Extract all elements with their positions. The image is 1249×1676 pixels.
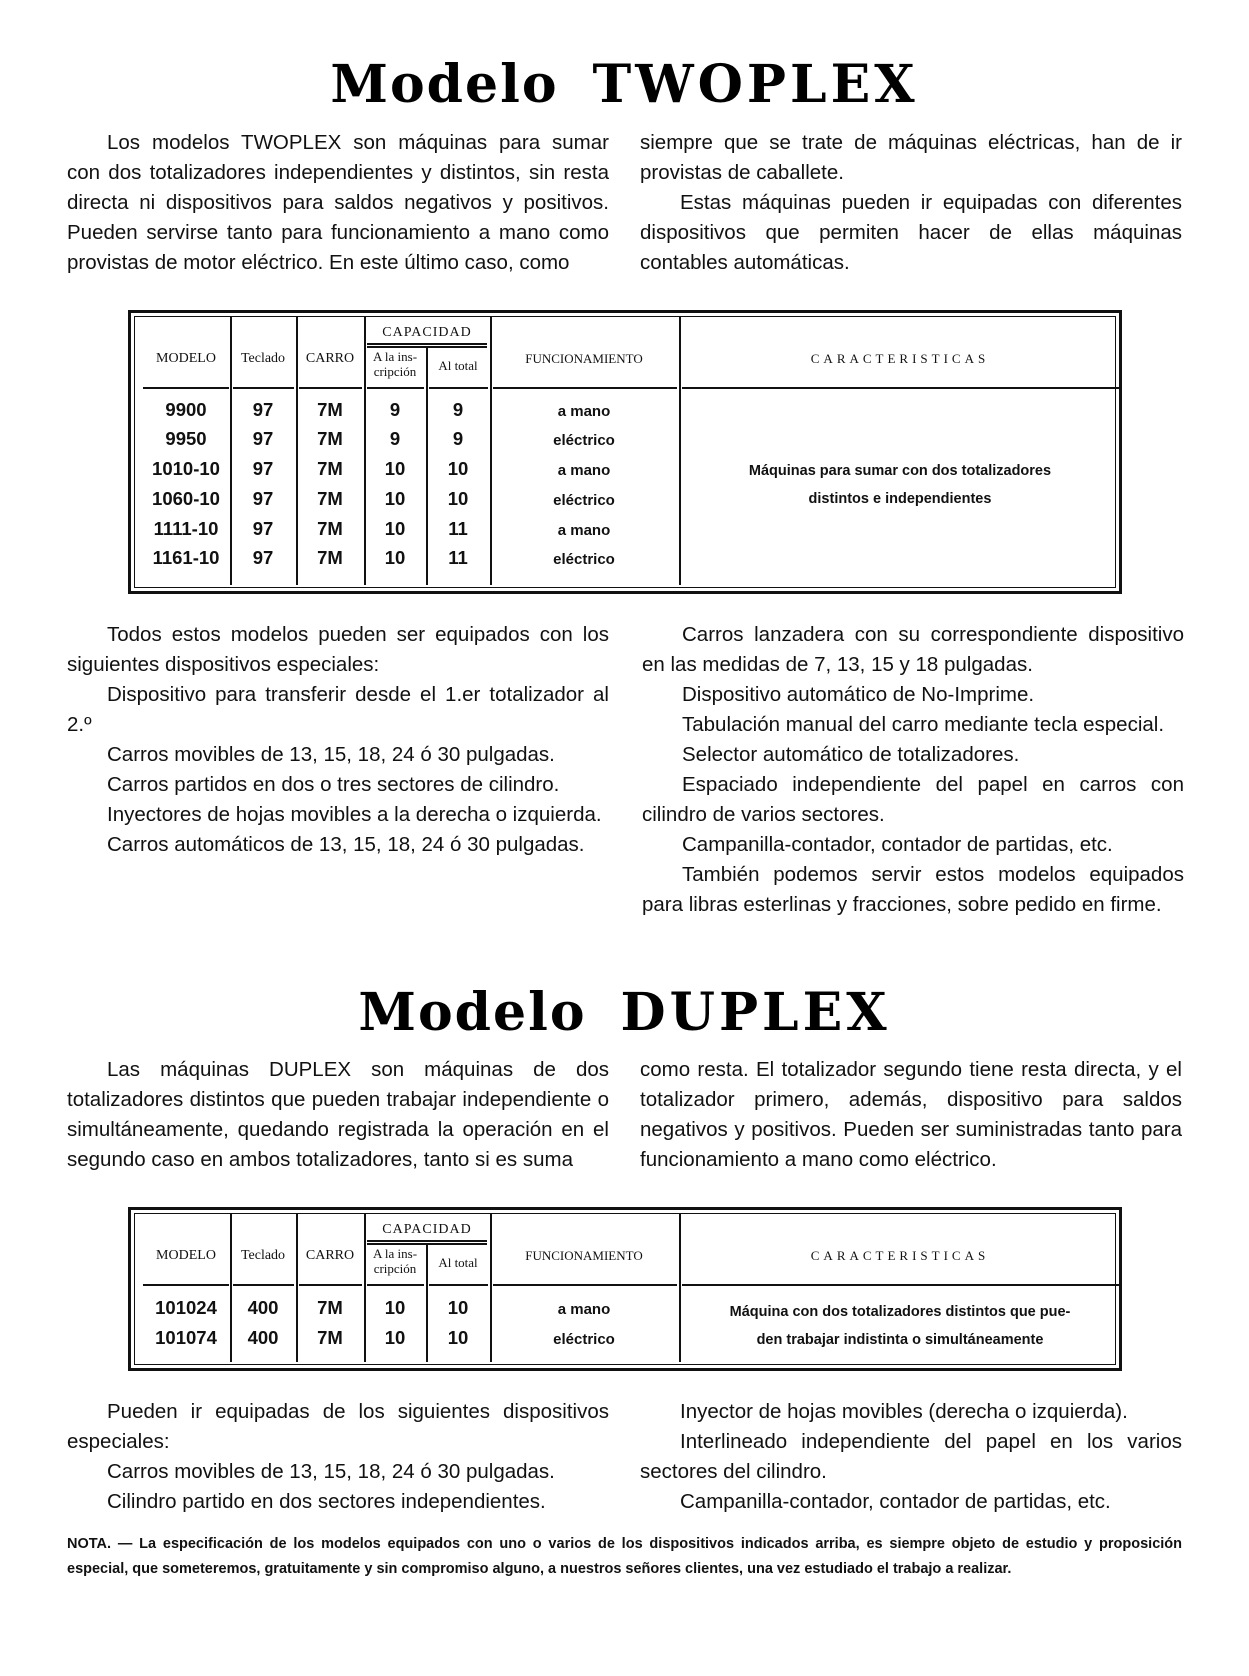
row-inscripcion: 10 (384, 1327, 406, 1348)
duplex-devices-right (640, 1397, 1182, 1517)
row-total: 9 (452, 399, 464, 420)
row-inscripcion: 10 (384, 458, 406, 479)
characteristics-line1: Máquina con dos totalizadores distintos que pue- (729, 1304, 1071, 1320)
row-inscripcion: 10 (384, 547, 406, 568)
row-total: 10 (447, 1297, 469, 1318)
twoplex-intro-left (67, 128, 609, 278)
twoplex-title-word2: TWOPLEX (592, 54, 919, 115)
row-teclado: 97 (252, 518, 274, 539)
header-rule (429, 1284, 488, 1286)
row-total: 11 (448, 518, 468, 539)
twoplex-table-inner (134, 316, 1116, 588)
row-funcionamiento: a mano (557, 522, 611, 539)
header-rule (143, 387, 229, 389)
row-modelo: 1060-10 (152, 488, 220, 509)
device-item: Dispositivo para transferir desde el 1.er totalizador al 2.º (67, 683, 609, 736)
header-inscripcion-line1: A la ins- (372, 1246, 418, 1261)
capacidad-underline (367, 343, 487, 345)
col-divider (296, 317, 298, 585)
row-carro: 7M (317, 399, 343, 420)
row-carro: 7M (317, 488, 343, 509)
header-rule (682, 387, 1122, 389)
row-total: 10 (447, 458, 469, 479)
row-teclado: 400 (247, 1327, 279, 1348)
twoplex-devices-left (67, 620, 609, 860)
header-teclado: Teclado (240, 351, 286, 366)
header-rule (233, 1284, 294, 1286)
capacidad-underline (367, 1243, 487, 1245)
twoplex-title-word1: Modelo (330, 54, 559, 115)
device-item: Cilindro partido en dos sectores independientes. (107, 1490, 546, 1513)
characteristics-line1: Máquinas para sumar con dos totalizadores (748, 463, 1052, 479)
row-teclado: 97 (252, 458, 274, 479)
row-total: 11 (448, 547, 468, 568)
device-item: Carros movibles de 13, 15, 18, 24 ó 30 pulgadas. (107, 1460, 555, 1483)
device-item: Campanilla-contador, contador de partidas, etc. (682, 833, 1113, 856)
row-funcionamiento: eléctrico (553, 551, 615, 568)
device-item: Selector automático de totalizadores. (682, 743, 1020, 766)
nota-label: NOTA. — (67, 1536, 133, 1552)
row-total: 10 (447, 1327, 469, 1348)
duplex-intro-left (67, 1055, 609, 1175)
twoplex-characteristics (681, 457, 1119, 513)
device-item: Carros movibles de 13, 15, 18, 24 ó 30 pulgadas. (107, 743, 555, 766)
device-item: Carros partidos en dos o tres sectores de cilindro. (107, 773, 560, 796)
row-modelo: 101074 (155, 1327, 217, 1348)
row-inscripcion: 9 (389, 428, 401, 449)
row-funcionamiento: a mano (557, 1301, 611, 1318)
row-carro: 7M (317, 547, 343, 568)
twoplex-devices-right (642, 620, 1184, 920)
capacidad-underline (367, 346, 487, 348)
device-item: Todos estos modelos pueden ser equipados con los siguientes dispositivos especiales: (67, 623, 609, 676)
characteristics-line2: den trabajar indistinta o simultáneamente (756, 1332, 1044, 1348)
row-carro: 7M (317, 458, 343, 479)
device-item: Carros automáticos de 13, 15, 18, 24 ó 30 pulgadas. (107, 833, 585, 856)
row-modelo: 1161-10 (152, 547, 220, 568)
header-funcionamiento: FUNCIONAMIENTO (525, 351, 643, 366)
row-teclado: 97 (252, 547, 274, 568)
row-teclado: 97 (252, 488, 274, 509)
row-funcionamiento: eléctrico (553, 1331, 615, 1348)
col-divider (230, 317, 232, 585)
duplex-table (128, 1207, 1122, 1371)
nota (67, 1532, 1182, 1582)
header-carro: CARRO (305, 351, 355, 366)
device-item: Pueden ir equipadas de los siguientes dispositivos especiales: (67, 1400, 609, 1453)
header-rule (233, 387, 294, 389)
duplex-table-inner (134, 1213, 1116, 1365)
row-inscripcion: 10 (384, 518, 406, 539)
duplex-title-word1: Modelo (358, 982, 587, 1043)
header-caracteristicas: CARACTERISTICAS (810, 1248, 990, 1263)
device-item: Interlineado independiente del papel en los varios sectores del cilindro. (640, 1430, 1182, 1483)
device-item: Campanilla-contador, contador de partidas, etc. (680, 1490, 1111, 1513)
row-funcionamiento: eléctrico (553, 492, 615, 509)
twoplex-title (0, 54, 1249, 115)
header-rule (143, 1284, 229, 1286)
row-total: 9 (452, 428, 464, 449)
device-item: Carros lanzadera con su correspondiente dispositivo en las medidas de 7, 13, 15 y 18 pulgadas. (642, 623, 1184, 676)
header-al-total: Al total (438, 1255, 478, 1270)
duplex-intro-left-text: Las máquinas DUPLEX son máquinas de dos totalizadores distintos que pueden trabajar independiente o simultáneamente, quedando registrada la operación en el segundo caso en ambos totalizadores, tanto si es suma (67, 1058, 609, 1171)
row-teclado: 97 (252, 399, 274, 420)
header-rule (299, 1284, 362, 1286)
duplex-characteristics (681, 1298, 1119, 1354)
device-item: Dispositivo automático de No-Imprime. (682, 683, 1035, 706)
row-modelo: 1111-10 (153, 518, 219, 539)
characteristics-line2: distintos e independientes (808, 491, 992, 507)
row-inscripcion: 10 (384, 1297, 406, 1318)
twoplex-intro-right-text-2: Estas máquinas pueden ir equipadas con diferentes dispositivos que permiten hacer de ellas máquinas contables automáticas. (640, 191, 1182, 274)
row-teclado: 97 (252, 428, 274, 449)
header-rule (493, 1284, 677, 1286)
device-item: Espaciado independiente del papel en carros con cilindro de varios sectores. (642, 773, 1184, 826)
header-inscripcion (365, 349, 425, 379)
row-modelo: 101024 (155, 1297, 217, 1318)
header-rule (367, 1284, 424, 1286)
row-funcionamiento: a mano (557, 403, 611, 420)
header-modelo: MODELO (156, 351, 216, 366)
row-funcionamiento: a mano (557, 462, 611, 479)
header-inscripcion (365, 1246, 425, 1276)
header-capacidad: CAPACIDAD (382, 325, 472, 340)
device-item: Inyectores de hojas movibles a la derecha o izquierda. (107, 803, 602, 826)
header-al-total: Al total (438, 358, 478, 373)
nota-text: La especificación de los modelos equipados con uno o varios de los dispositivos indicados arriba, es siempre objeto de estudio y proposición especial, que someteremos, gratuitamente y sin compromiso alguno, a nuestros señores clientes, una vez estudiado el trabajo a realizar. (67, 1536, 1183, 1577)
row-inscripcion: 10 (384, 488, 406, 509)
row-modelo: 1010-10 (152, 458, 220, 479)
header-inscripcion-line1: A la ins- (372, 349, 418, 364)
duplex-title (0, 982, 1249, 1043)
row-inscripcion: 9 (389, 399, 401, 420)
col-divider (490, 317, 492, 585)
duplex-intro-right-text: como resta. El totalizador segundo tiene resta directa, y el totalizador primero, además, dispositivo para saldos negativos y positivos. Pueden ser suministradas tanto para funcionamiento a mano como eléctrico. (640, 1058, 1182, 1171)
twoplex-intro-left-text: Los modelos TWOPLEX son máquinas para sumar con dos totalizadores independientes y distintos, sin resta directa ni dispositivos para saldos negativos y positivos. Pueden servirse tanto para funcionamiento a mano como provistas de motor eléctrico. En este último caso, como (67, 131, 609, 274)
device-item: Inyector de hojas movibles (derecha o izquierda). (680, 1400, 1128, 1423)
header-teclado: Teclado (240, 1248, 286, 1263)
header-caracteristicas: CARACTERISTICAS (810, 351, 990, 366)
twoplex-intro-right-text-1: siempre que se trate de máquinas eléctricas, han de ir provistas de caballete. (640, 131, 1182, 184)
duplex-intro-right (640, 1055, 1182, 1175)
header-rule (429, 387, 488, 389)
duplex-devices-left (67, 1397, 609, 1517)
header-rule (493, 387, 677, 389)
duplex-title-word2: DUPLEX (620, 982, 891, 1043)
row-total: 10 (447, 488, 469, 509)
header-funcionamiento: FUNCIONAMIENTO (525, 1248, 643, 1263)
row-teclado: 400 (247, 1297, 279, 1318)
header-rule (299, 387, 362, 389)
row-carro: 7M (317, 428, 343, 449)
row-modelo: 9900 (165, 399, 207, 420)
row-carro: 7M (317, 1297, 343, 1318)
device-item: Tabulación manual del carro mediante tecla especial. (682, 713, 1165, 736)
header-inscripcion-line2: cripción (373, 1261, 417, 1276)
twoplex-table (128, 310, 1122, 594)
header-modelo: MODELO (156, 1248, 216, 1263)
row-funcionamiento: eléctrico (553, 432, 615, 449)
twoplex-intro-right (640, 128, 1182, 278)
row-modelo: 9950 (165, 428, 207, 449)
capacidad-underline (367, 1240, 487, 1242)
col-divider (679, 317, 681, 585)
row-carro: 7M (317, 518, 343, 539)
row-carro: 7M (317, 1327, 343, 1348)
header-rule (367, 387, 424, 389)
col-divider (364, 317, 366, 585)
header-carro: CARRO (305, 1248, 355, 1263)
header-inscripcion-line2: cripción (373, 364, 417, 379)
device-item: También podemos servir estos modelos equipados para libras esterlinas y fracciones, sobre pedido en firme. (642, 863, 1184, 916)
header-rule (682, 1284, 1122, 1286)
header-capacidad: CAPACIDAD (382, 1222, 472, 1237)
